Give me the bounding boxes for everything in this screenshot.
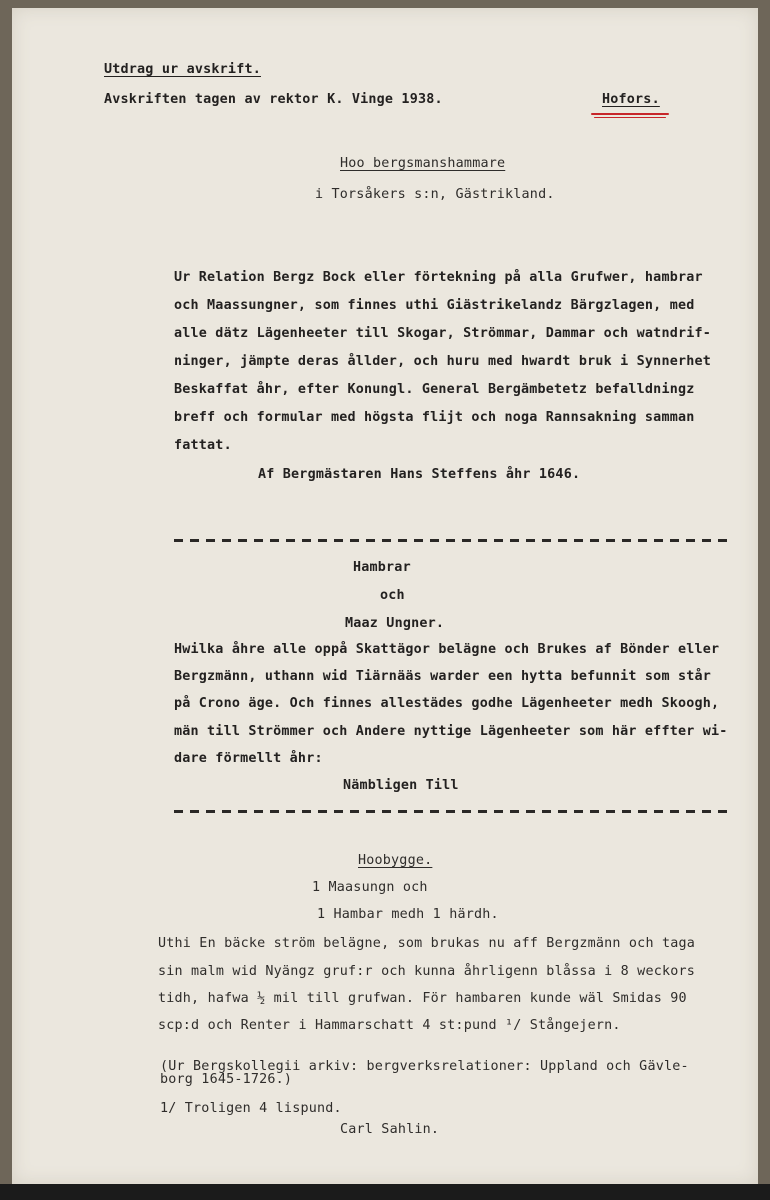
intro-line: Ur Relation Bergz Bock eller förtekning på alla Grufwer, hambrar	[174, 270, 703, 285]
intro-line: breff och formular med högsta flijt och noga Rannsakning samman	[174, 410, 695, 425]
intro-line: fattat.	[174, 438, 232, 453]
entry-title: Hoobygge.	[358, 853, 433, 868]
entry-item-2: 1 Hambar medh 1 härdh.	[317, 907, 499, 922]
document-title: Utdrag ur avskrift.	[104, 62, 261, 77]
entry-item-1: 1 Maasungn och	[312, 880, 428, 895]
section-line-1: Hambrar	[353, 560, 411, 575]
source-line-1: (Ur Bergskollegii arkiv: bergverksrelationer: Uppland och Gävle-	[160, 1059, 689, 1074]
heading-line-2: i Torsåkers s:n, Gästrikland.	[315, 187, 555, 202]
section-line: dare förmellt åhr:	[174, 751, 323, 766]
section-line: Hwilka åhre alle oppå Skattägor belägne och Brukes af Bönder eller	[174, 642, 720, 657]
red-pencil-mark-second	[594, 117, 666, 118]
red-pencil-mark	[591, 113, 669, 115]
intro-line: alle dätz Lägenheeter till Skogar, Strömmar, Dammar och watndrif-	[174, 326, 712, 341]
entry-line: sin malm wid Nyängz gruf:r och kunna åhrligenn blåssa i 8 weckors	[158, 964, 696, 979]
dashed-divider	[174, 810, 730, 813]
section-line-3: Maaz Ungner.	[345, 616, 445, 631]
section-line: Bergzmänn, uthann wid Tiärnääs warder een hytta befunnit som står	[174, 669, 712, 684]
entry-line: tidh, hafwa ½ mil till grufwan. För hambaren kunde wäl Smidas 90	[158, 991, 687, 1006]
section-line: på Crono äge. Och finnes allestädes godhe Lägenheeter medh Skoogh,	[174, 696, 720, 711]
place-name: Hofors.	[602, 92, 660, 107]
intro-line: Beskaffat åhr, efter Konungl. General Bergämbetetz befalldningz	[174, 382, 695, 397]
entry-line: Uthi En bäcke ström belägne, som brukas nu aff Bergzmänn och taga	[158, 936, 696, 951]
intro-signature: Af Bergmästaren Hans Steffens åhr 1646.	[258, 467, 581, 482]
intro-line: och Maassungner, som finnes uthi Giästrikelandz Bärgzlagen, med	[174, 298, 695, 313]
scan-edge	[0, 1184, 770, 1200]
author-signature: Carl Sahlin.	[340, 1122, 440, 1137]
intro-line: ninger, jämpte deras ållder, och huru med hwardt bruk i Synnerhet	[174, 354, 712, 369]
section-closing: Nämbligen Till	[343, 778, 459, 793]
section-line-2: och	[380, 588, 405, 603]
copy-note: Avskriften tagen av rektor K. Vinge 1938.	[104, 92, 443, 107]
entry-line: scp:d och Renter i Hammarschatt 4 st:pund ¹/ Stångejern.	[158, 1018, 621, 1033]
section-line: män till Strömmer och Andere nyttige Lägenheeter som här effter wi-	[174, 724, 728, 739]
source-line-2: borg 1645-1726.)	[160, 1072, 293, 1087]
dashed-divider	[174, 539, 730, 542]
footnote: 1/ Troligen 4 lispund.	[160, 1101, 342, 1116]
heading-line-1: Hoo bergsmanshammare	[340, 156, 506, 171]
